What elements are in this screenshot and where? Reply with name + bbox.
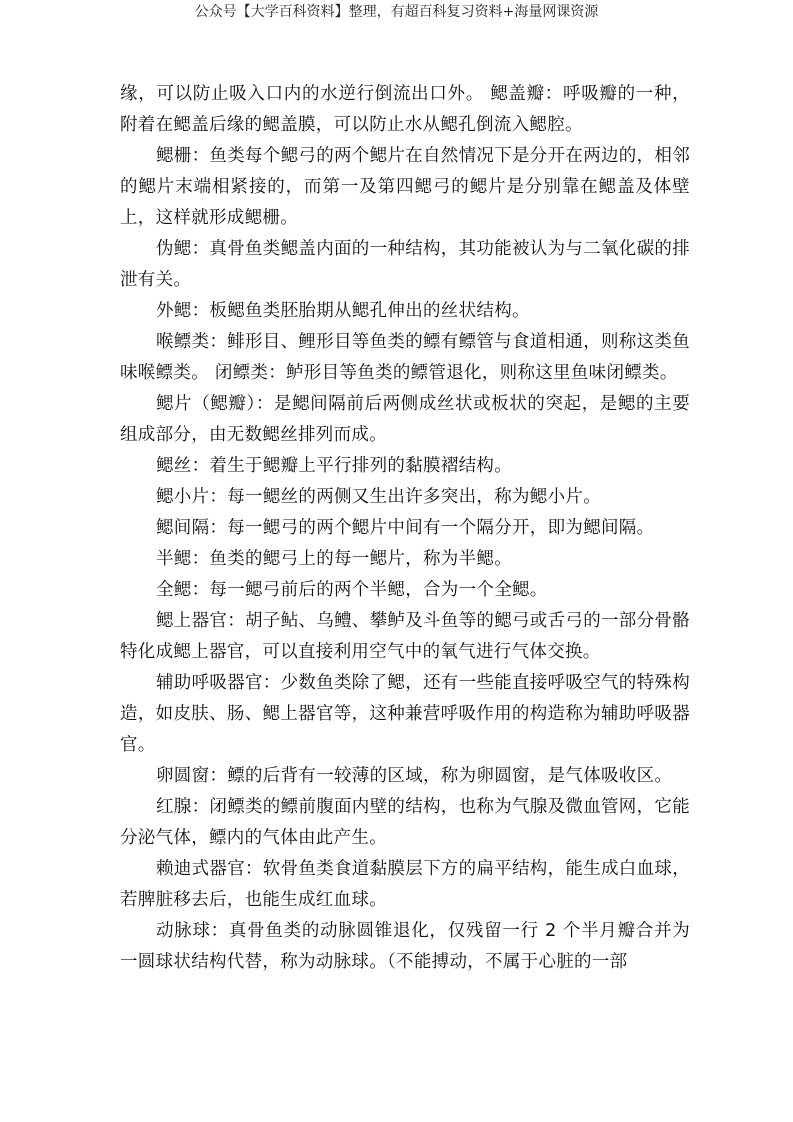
- paragraph: 鳃丝：着生于鳃瓣上平行排列的黏膜褶结构。: [156, 456, 512, 476]
- paragraph: 喉鳔类：鲱形目、鲤形目等鱼类的鳔有鳔管与食道相通，则称这类鱼味喉鳔类。 闭鳔类：鲈形目等鱼类的鳔管退化，则称这里鱼味闭鳔类。: [120, 332, 690, 383]
- paragraph: 鳃栅：鱼类每个鳃弓的两个鳃片在自然情况下是分开在两边的，相邻的鳃片末端相紧接的，而第一及第四鳃弓的鳃片是分别靠在鳃盖及体壁上，这样就形成鳃栅。: [120, 146, 690, 228]
- paragraph: 半鳃：鱼类的鳃弓上的每一鳃片，称为半鳃。: [156, 549, 512, 569]
- paragraph: 红腺：闭鳔类的鳔前腹面内壁的结构，也称为气腺及微血管网，它能分泌气体，鳔内的气体由此产生。: [120, 797, 690, 848]
- paragraph: 伪鳃：真骨鱼类鳃盖内面的一种结构，其功能被认为与二氧化碳的排泄有关。: [120, 239, 690, 290]
- paragraph: 鳃间隔：每一鳃弓的两个鳃片中间有一个隔分开，即为鳃间隔。: [156, 518, 655, 538]
- page-header: 公众号【大学百科资料】整理，有超百科复习资料+海量网课资源: [194, 4, 599, 20]
- paragraph: 卵圆窗：鳔的后背有一较薄的区域，称为卵圆窗，是气体吸收区。: [156, 766, 673, 786]
- paragraph: 鳃上器官：胡子鲇、乌鳢、攀鲈及斗鱼等的鳃弓或舌弓的一部分骨骼特化成鳃上器官，可以直接利用空气中的氧气进行气体交换。: [120, 611, 690, 662]
- paragraph: 鳃片（鳃瓣）：是鳃间隔前后两侧成丝状或板状的突起，是鳃的主要组成部分，由无数鳃丝排列而成。: [120, 394, 690, 445]
- paragraph: 外鳃：板鳃鱼类胚胎期从鳃孔伸出的丝状结构。: [156, 301, 530, 321]
- paragraph: 全鳃：每一鳃弓前后的两个半鳃，合为一个全鳃。: [156, 580, 548, 600]
- paragraph: 动脉球：真骨鱼类的动脉圆锥退化，仅残留一行 2 个半月瓣合并为一圆球状结构代替，称为动脉球。（不能搏动，不属于心脏的一部: [120, 921, 690, 972]
- paragraph: 辅助呼吸器官：少数鱼类除了鳃，还有一些能直接呼吸空气的特殊构造，如皮肤、肠、鳃上器官等，这种兼营呼吸作用的构造称为辅助呼吸器官。: [120, 673, 690, 755]
- paragraph: 赖迪式器官：软骨鱼类食道黏膜层下方的扁平结构，能生成白血球，若脾脏移去后，也能生成红血球。: [120, 859, 690, 910]
- paragraph: 鳃小片：每一鳃丝的两侧又生出许多突出，称为鳃小片。: [156, 487, 601, 507]
- paragraph: 缘，可以防止吸入口内的水逆行倒流出口外。 鳃盖瓣：呼吸瓣的一种，附着在鳃盖后缘的鳃盖膜，可以防止水从鳃孔倒流入鳃腔。: [120, 84, 690, 135]
- document-body: [120, 79, 690, 978]
